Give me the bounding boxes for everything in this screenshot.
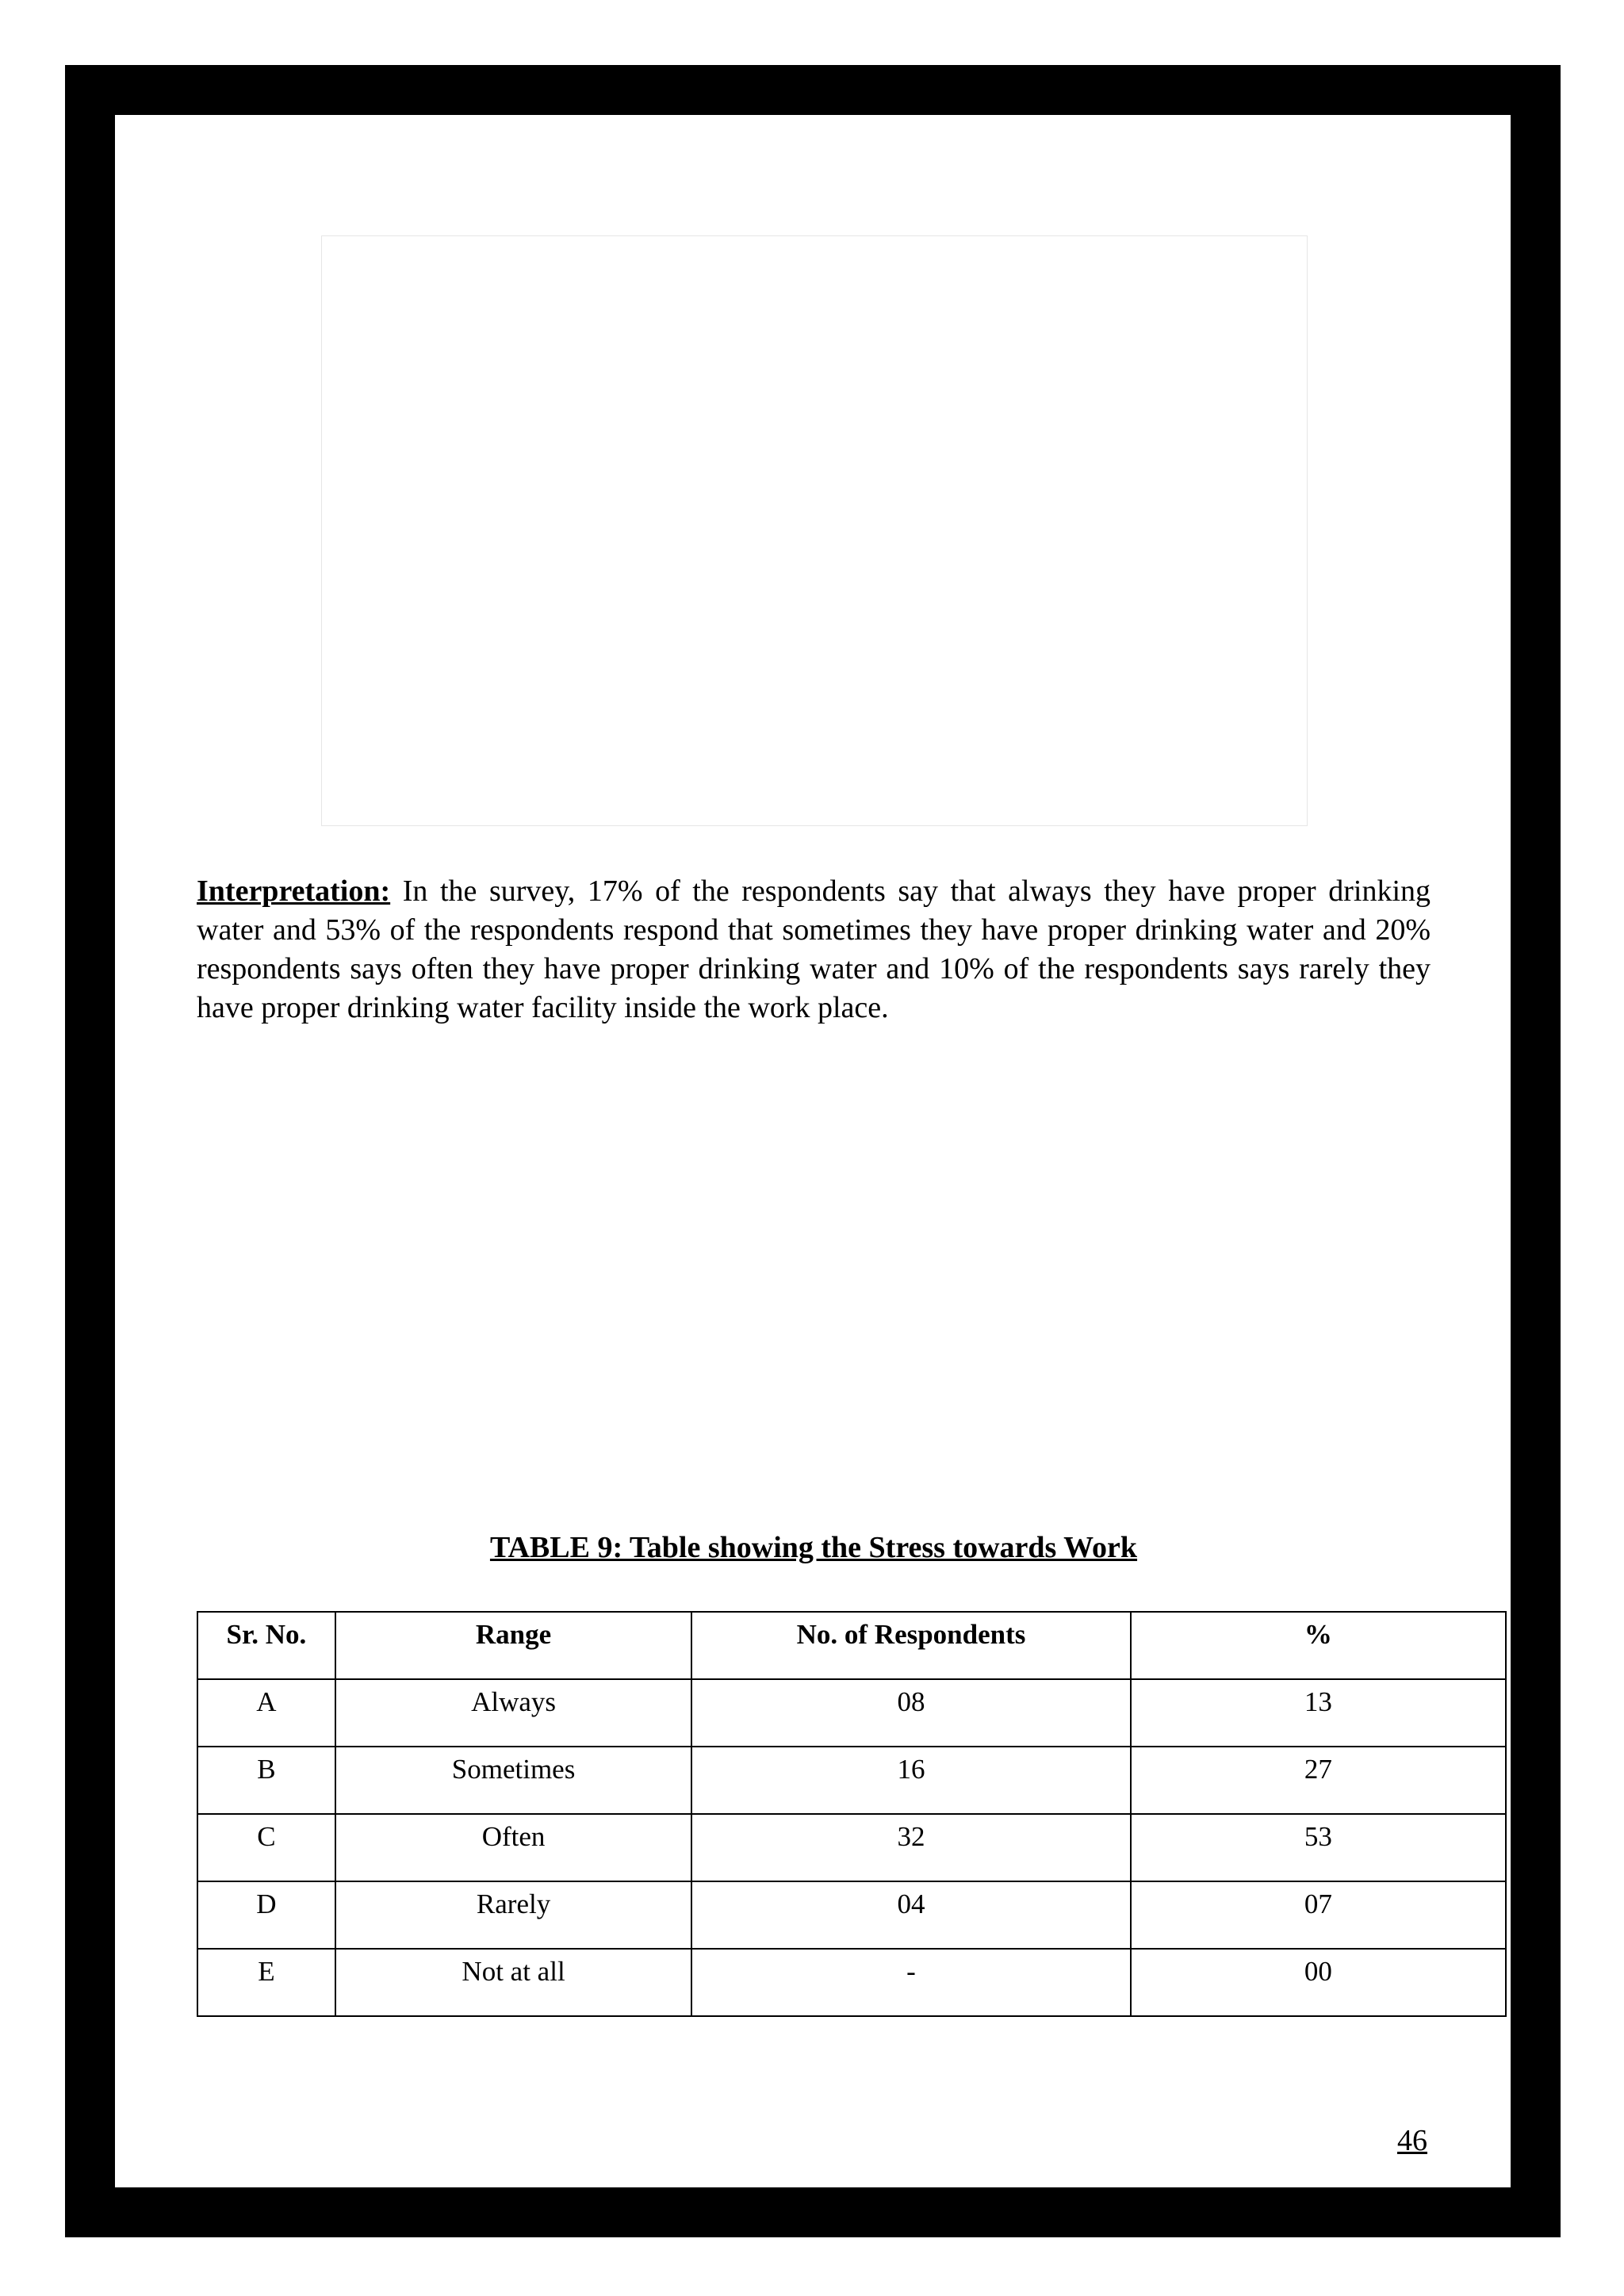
cell-sr: A bbox=[197, 1679, 335, 1747]
header-percent: % bbox=[1131, 1612, 1506, 1679]
interpretation-label: Interpretation: bbox=[197, 874, 391, 908]
table-row bbox=[197, 1814, 1506, 1881]
cell-percent: 07 bbox=[1131, 1881, 1506, 1949]
header-respondents: No. of Respondents bbox=[691, 1612, 1130, 1679]
cell-sr: D bbox=[197, 1881, 335, 1949]
page-number: 46 bbox=[1397, 2124, 1427, 2157]
cell-percent: 00 bbox=[1131, 1949, 1506, 2016]
cell-range: Often bbox=[335, 1814, 692, 1881]
cell-respondents: - bbox=[691, 1949, 1130, 2016]
cell-respondents: 32 bbox=[691, 1814, 1130, 1881]
table-header-row bbox=[197, 1612, 1506, 1679]
cell-respondents: 04 bbox=[691, 1881, 1130, 1949]
cell-range: Not at all bbox=[335, 1949, 692, 2016]
interpretation-text: In the survey, 17% of the respondents say that always they have proper drinking water and 53% of the respondents respond that sometimes they have proper drinking water and 20% respondents says often they have proper drinking water and 10% of the respondents says rarely they have proper drinking water facility inside the work place. bbox=[197, 874, 1431, 1024]
stress-table bbox=[197, 1611, 1507, 2017]
table-title: TABLE 9: Table showing the Stress towards Work bbox=[489, 1531, 1138, 1564]
cell-respondents: 16 bbox=[691, 1747, 1130, 1814]
header-sr-no: Sr. No. bbox=[197, 1612, 335, 1679]
cell-range: Always bbox=[335, 1679, 692, 1747]
chart-placeholder-box bbox=[321, 235, 1308, 826]
cell-sr: B bbox=[197, 1747, 335, 1814]
table-row bbox=[197, 1949, 1506, 2016]
table-row bbox=[197, 1747, 1506, 1814]
cell-percent: 13 bbox=[1131, 1679, 1506, 1747]
header-range: Range bbox=[335, 1612, 692, 1679]
cell-percent: 27 bbox=[1131, 1747, 1506, 1814]
cell-respondents: 08 bbox=[691, 1679, 1130, 1747]
interpretation-paragraph bbox=[197, 872, 1431, 1027]
cell-sr: C bbox=[197, 1814, 335, 1881]
cell-percent: 53 bbox=[1131, 1814, 1506, 1881]
cell-range: Sometimes bbox=[335, 1747, 692, 1814]
cell-range: Rarely bbox=[335, 1881, 692, 1949]
table-row bbox=[197, 1881, 1506, 1949]
cell-sr: E bbox=[197, 1949, 335, 2016]
table-row bbox=[197, 1679, 1506, 1747]
